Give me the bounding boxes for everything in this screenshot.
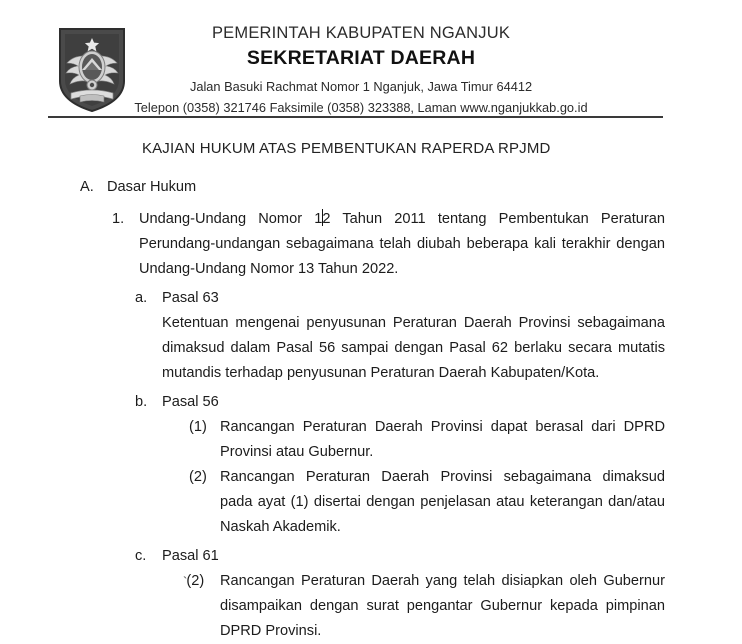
contact-line: Telepon (0358) 321746 Faksimile (0358) 323388, Laman www.nganjukkab.go.id [134,99,588,115]
sub-item-c-ayat-2-text: Rancangan Peraturan Daerah yang telah disiapkan oleh Gubernur disampaikan dengan surat pengantar Gubernur kepada pimpinan DPRD Provinsi. [220,573,665,639]
sub-item-b-marker: b. [135,394,148,410]
sub-item-c-ayat-2-marker [183,569,220,594]
sub-item-b [135,390,665,540]
legal-basis-item-1-text[interactable] [139,207,665,282]
nganjuk-regency-crest-icon [54,23,130,115]
sub-item-a [135,286,665,386]
office-name: SEKRETARIAT DAERAH [246,47,476,70]
section-a-heading: Dasar Hukum [107,179,197,195]
government-name: PEMERINTAH KABUPATEN NGANJUK [211,24,511,42]
letterhead-divider [48,116,663,118]
sub-item-a-body: Ketentuan mengenai penyusunan Peraturan Daerah Provinsi sebagaimana dimaksud dalam Pasal 56 sampai dengan Pasal 62 berlaku secara mutatis mutandis terhadap penyusunan Peraturan Daerah Kabupaten/Kota. [162,315,665,381]
sub-item-b-heading: Pasal 56 [162,394,219,410]
sub-item-b-ayat-1 [189,415,665,465]
sub-item-b-ayat-1-text: Rancangan Peraturan Daerah Provinsi dapat berasal dari DPRD Provinsi atau Gubernur. [220,419,665,460]
legal-basis-item-1-marker: 1. [112,211,125,227]
address-line: Jalan Basuki Rachmat Nomor 1 Nganjuk, Jawa Timur 64412 [189,78,533,94]
document-body [0,128,742,644]
stray-tick-mark: ` [183,574,188,589]
sub-item-c-ayat-2 [183,569,665,644]
page-title: KAJIAN HUKUM ATAS PEMBENTUKAN RAPERDA RPJMD [142,140,551,157]
sub-item-a-heading: Pasal 63 [162,290,219,306]
sub-item-b-ayat-2-marker: (2) [189,469,207,485]
sub-item-a-marker: a. [135,290,148,306]
sub-item-c-ayat-2-number: (2) [186,573,205,589]
item-1-text-before-caret: Undang-Undang Nomor 1 [139,211,323,227]
legal-basis-item-1 [112,207,665,282]
sub-item-b-ayat-1-marker: (1) [189,419,207,435]
letterhead [0,0,742,115]
section-a [80,175,672,200]
sub-item-b-ayat-2-text: Rancangan Peraturan Daerah Provinsi sebagaimana dimaksud pada ayat (1) disertai dengan penjelasan atau keterangan dan/atau Naskah Akademik. [220,469,665,535]
sub-item-c-heading: Pasal 61 [162,548,219,564]
item-1-text-after-caret: 2 Tahun 2011 tentang Pembentukan Peraturan Perundang-undangan sebagaimana telah diubah beberapa kali terakhir dengan Undang-Undang Nomor 13 Tahun 2022. [139,211,665,277]
sub-item-c-marker: c. [135,548,147,564]
section-a-marker: A. [80,179,94,195]
sub-item-b-ayat-2 [189,465,665,540]
sub-item-c [135,544,665,644]
